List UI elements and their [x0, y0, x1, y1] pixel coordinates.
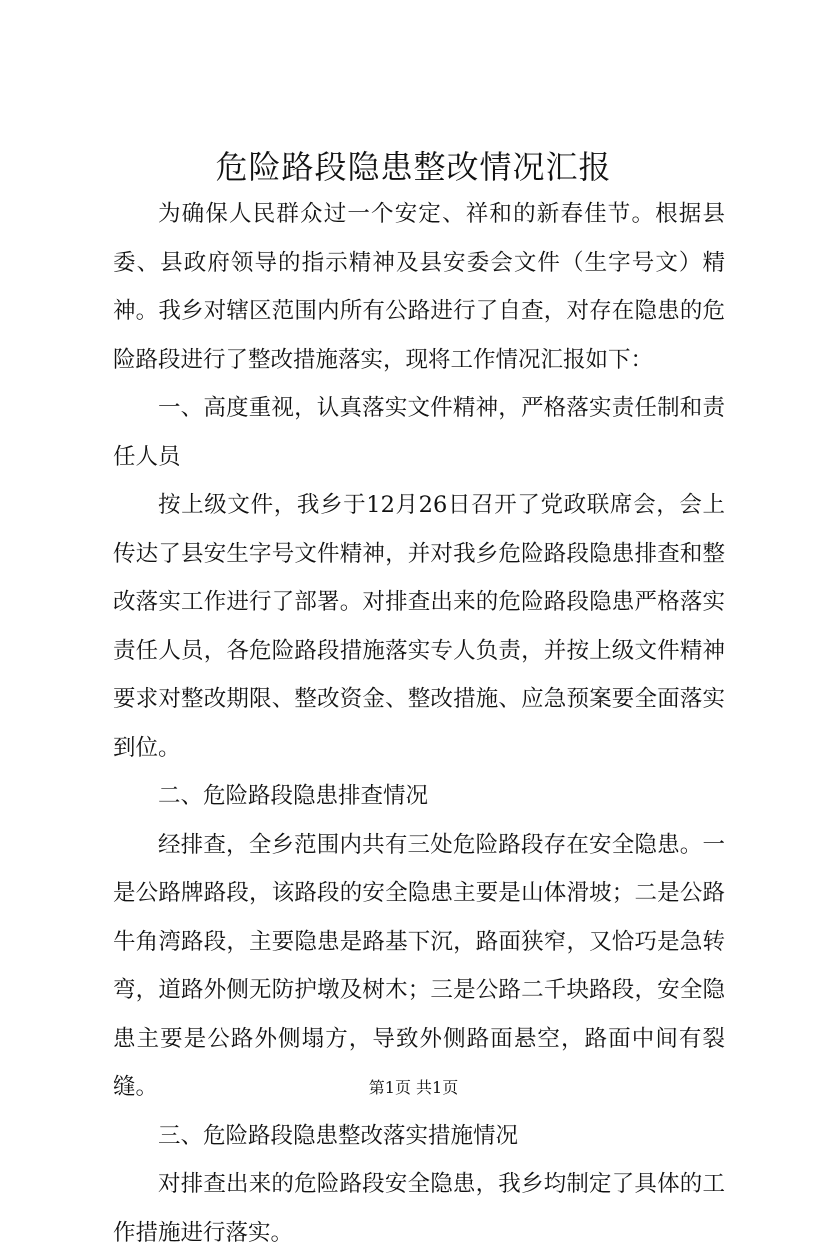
paragraph-section-2: 经排查，全乡范围内共有三处危险路段存在安全隐患。一是公路牌路段，该路段的安全隐患主要是山体滑坡；二是公路牛角湾路段，主要隐患是路基下沉，路面狭窄，又恰巧是急转弯，道路外侧无防护墩及树木；三是公路二千块路段，安全隐患主要是公路外侧塌方，导致外侧路面悬空，路面中间有裂缝。 — [113, 831, 725, 1100]
paragraph-intro: 为确保人民群众过一个安定、祥和的新春佳节。根据县委、县政府领导的指示精神及县安委会文件（生字号文）精神。我乡对辖区范围内所有公路进行了自查，对存在隐患的危险路段进行了整改措施落实，现将工作情况汇报如下： — [113, 201, 725, 373]
paragraph-heading-1: 一、高度重视，认真落实文件精神，严格落实责任制和责任人员 — [113, 395, 725, 470]
document-title: 危险路段隐患整改情况汇报 — [215, 148, 612, 186]
paragraph-section-1: 按上级文件，我乡于12月26日召开了党政联席会，会上传达了县安生字号文件精神，并对我乡危险路段隐患排查和整改落实工作进行了部署。对排查出来的危险路段隐患严格落实责任人员，各危险路段措施落实专人负责，并按上级文件精神要求对整改期限、整改资金、整改措施、应急预案要全面落实到位。 — [113, 492, 725, 761]
page-number-footer: 第1页 共1页 — [368, 1078, 459, 1097]
paragraph-heading-3: 三、危险路段隐患整改落实措施情况 — [158, 1122, 519, 1149]
paragraph-section-3: 对排查出来的危险路段安全隐患，我乡均制定了具体的工作措施进行落实。 — [113, 1171, 725, 1246]
paragraph-heading-2: 二、危险路段隐患排查情况 — [158, 783, 429, 809]
